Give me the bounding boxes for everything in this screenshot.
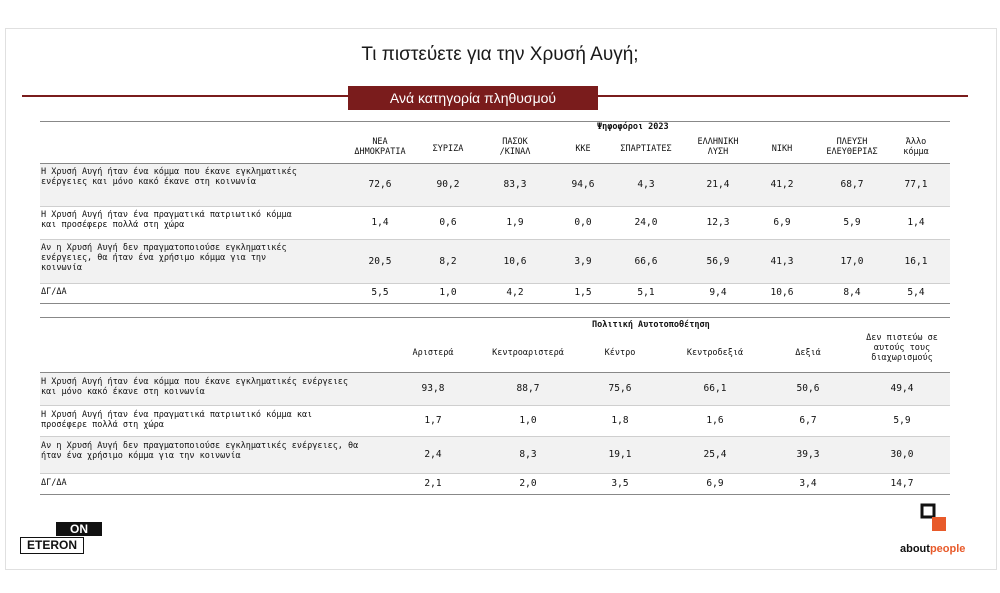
- column-header: ΠΑΣΟΚ /ΚΙΝΑΛ: [499, 137, 531, 157]
- table-cell: 94,6: [571, 179, 595, 190]
- table-cell: 10,6: [770, 287, 794, 298]
- row-rule: [40, 206, 950, 207]
- table-cell: 16,1: [904, 255, 928, 267]
- column-header: ΣΥΡΙΖΑ: [432, 144, 464, 154]
- table-cell: 5,1: [637, 287, 655, 298]
- table-cell: 1,5: [574, 287, 592, 298]
- table-cell: 66,1: [703, 383, 727, 394]
- table-cell: 10,6: [503, 255, 527, 267]
- row-rule: [40, 473, 950, 474]
- table-cell: 25,4: [703, 449, 727, 460]
- row-label: Αν η Χρυσή Αυγή δεν πραγματοποιούσε εγκληματικές ενέργειες, θα ήταν ένα χρήσιμο κόμμα για την κοινωνία: [41, 441, 359, 461]
- table-cell: 5,9: [843, 217, 861, 228]
- table-cell: 9,4: [709, 287, 727, 298]
- table-cell: 66,6: [634, 255, 658, 267]
- column-header: ΣΠΑΡΤΙΑΤΕΣ: [620, 144, 672, 154]
- table-cell: 12,3: [706, 217, 730, 228]
- table-cell: 77,1: [904, 179, 928, 190]
- column-header: ΝΙΚΗ: [771, 144, 793, 154]
- row-label: ΔΓ/ΔΑ: [41, 287, 67, 297]
- column-header: Αριστερά: [412, 348, 454, 358]
- table-cell: 24,0: [634, 217, 658, 228]
- column-header: ΚΚΕ: [575, 144, 591, 154]
- table-cell: 50,6: [796, 383, 820, 394]
- column-header: Κεντροδεξιά: [686, 348, 744, 358]
- table-cell: 3,4: [799, 478, 817, 489]
- table-cell: 4,3: [637, 179, 655, 190]
- table-cell: 20,5: [368, 255, 392, 267]
- table-cell: 19,1: [608, 449, 632, 460]
- table-cell: 90,2: [436, 179, 460, 190]
- table-cell: 2,1: [424, 478, 442, 489]
- table-cell: 1,7: [424, 415, 442, 426]
- row-label: Η Χρυσή Αυγή ήταν ένα κόμμα που έκανε εγκληματικές ενέργειες και μόνο κακό έκανε στη κοινωνία: [41, 167, 297, 187]
- table-cell: 1,9: [506, 217, 524, 228]
- row-rule: [40, 283, 950, 284]
- aboutpeople-mark-icon: [918, 503, 958, 539]
- aboutpeople-logo: [900, 503, 980, 563]
- table-cell: 1,6: [706, 415, 724, 426]
- row-label: ΔΓ/ΔΑ: [41, 478, 67, 488]
- table-cell: 41,3: [770, 255, 794, 267]
- row-label: Αν η Χρυσή Αυγή δεν πραγματοποιούσε εγκληματικές ενέργειες, θα ήταν ένα χρήσιμο κόμμα για την κοινωνία: [41, 243, 287, 273]
- table-cell: 93,8: [421, 383, 445, 394]
- table-cell: 83,3: [503, 179, 527, 190]
- section-subtitle: Ανά κατηγορία πληθυσμού: [348, 86, 598, 110]
- table-cell: 1,4: [907, 217, 925, 228]
- table-cell: 75,6: [608, 383, 632, 394]
- table-cell: 49,4: [890, 383, 914, 394]
- group-heading: Πολιτική Αυτοτοποθέτηση: [592, 320, 710, 330]
- table-cell: 39,3: [796, 449, 820, 460]
- table-cell: 0,6: [439, 217, 457, 228]
- column-header: Κεντροαριστερά: [492, 348, 564, 358]
- row-label: Η Χρυσή Αυγή ήταν ένα πραγματικά πατριωτικό κόμμα και προσέφερε πολλά στη χώρα: [41, 410, 313, 430]
- table-cell: 1,0: [519, 415, 537, 426]
- column-header: Δεξιά: [795, 348, 821, 358]
- table-cell: 30,0: [890, 449, 914, 460]
- row-label: Η Χρυσή Αυγή ήταν ένα κόμμα που έκανε εγκληματικές ενέργειες και μόνο κακό έκανε στη κοινωνία: [41, 377, 349, 397]
- table-cell: 2,0: [519, 478, 537, 489]
- logo-on-text: ON: [56, 522, 102, 536]
- table-cell: 6,9: [706, 478, 724, 489]
- table-cell: 68,7: [840, 179, 864, 190]
- table-cell: 5,9: [893, 415, 911, 426]
- table-top-rule: [40, 317, 950, 318]
- group-heading: Ψηφοφόροι 2023: [597, 122, 669, 132]
- table-cell: 5,5: [371, 287, 389, 298]
- row-rule: [40, 405, 950, 406]
- table-cell: 41,2: [770, 179, 794, 190]
- table-cell: 8,2: [439, 255, 457, 267]
- table-cell: 14,7: [890, 478, 914, 489]
- table-cell: 2,4: [424, 449, 442, 460]
- table-cell: 5,4: [907, 287, 925, 298]
- table-cell: 72,6: [368, 179, 392, 190]
- table-cell: 17,0: [840, 255, 864, 267]
- table-cell: 4,2: [506, 287, 524, 298]
- column-header: Κέντρο: [604, 348, 636, 358]
- logo-eteron-text: ETERON: [20, 537, 84, 554]
- table-cell: 6,9: [773, 217, 791, 228]
- page-title: Τι πιστεύετε για την Χρυσή Αυγή;: [361, 44, 639, 65]
- table-cell: 8,4: [843, 287, 861, 298]
- table-cell: 21,4: [706, 179, 730, 190]
- table-cell: 88,7: [516, 383, 540, 394]
- table-bottom-rule: [40, 494, 950, 495]
- column-header: Δεν πιστεύω σε αυτούς τους διαχωρισμούς: [866, 333, 938, 363]
- table-cell: 3,5: [611, 478, 629, 489]
- table-cell: 8,3: [519, 449, 537, 460]
- table-cell: 3,9: [574, 255, 592, 267]
- column-header: ΕΛΛΗΝΙΚΗ ΛΥΣΗ: [697, 137, 739, 157]
- table-cell: 1,4: [371, 217, 389, 228]
- aboutpeople-wordmark: aboutpeople: [900, 543, 966, 555]
- column-header: Άλλο κόμμα: [903, 137, 929, 157]
- table-cell: 1,8: [611, 415, 629, 426]
- column-header: ΠΛΕΥΣΗ ΕΛΕΥΘΕΡΙΑΣ: [826, 137, 878, 157]
- table-cell: 6,7: [799, 415, 817, 426]
- table-top-rule: [40, 121, 950, 122]
- table-cell: 56,9: [706, 255, 730, 267]
- row-label: Η Χρυσή Αυγή ήταν ένα πραγματικά πατριωτικό κόμμα και προσέφερε πολλά στη χώρα: [41, 210, 292, 230]
- column-header: ΝΕΑ ΔΗΜΟΚΡΑΤΙΑ: [354, 137, 406, 157]
- table-bottom-rule: [40, 303, 950, 304]
- table-cell: 0,0: [574, 217, 592, 228]
- table-cell: 1,0: [439, 287, 457, 298]
